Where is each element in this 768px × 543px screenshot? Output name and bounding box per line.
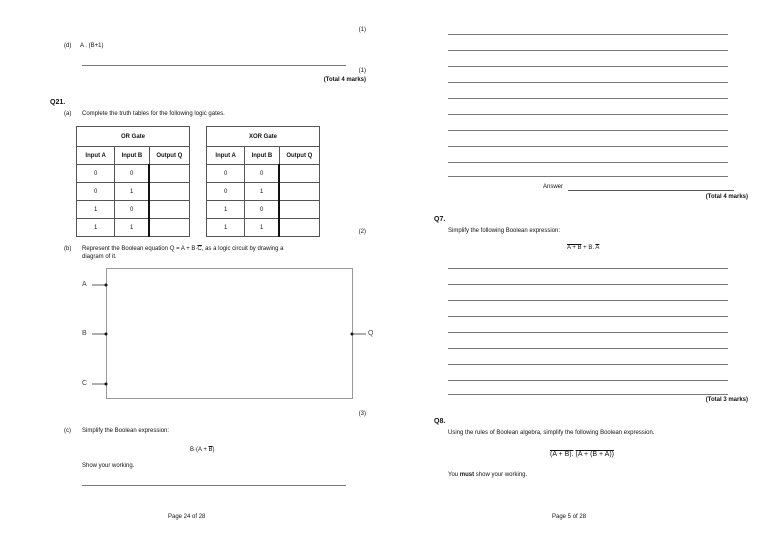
q8-show-working: [448, 472, 527, 478]
mark-d: (1): [358, 68, 366, 74]
q8-expr-2: (A + (B + A)): [575, 451, 615, 458]
q8-expr-1: (A + B).: [550, 451, 574, 458]
xor-cell: 1: [245, 183, 279, 201]
q7-label: Q7.: [434, 216, 446, 223]
answer-line-c[interactable]: [82, 485, 346, 486]
or-cell: 1: [115, 183, 149, 201]
part-d-expression: A . (B+1): [80, 43, 104, 49]
q7-total: (Total 3 marks): [705, 397, 748, 403]
q7-expression: [567, 245, 599, 251]
or-header-q: Output Q: [149, 147, 189, 165]
answer-line[interactable]: [448, 130, 728, 131]
answer-field[interactable]: [568, 190, 734, 191]
xor-cell: 0: [207, 183, 245, 201]
xor-cell: 0: [207, 165, 245, 183]
answer-line[interactable]: [448, 50, 728, 51]
xor-cell: 1: [207, 201, 245, 219]
xor-cell: 0: [245, 165, 279, 183]
xor-table-title: XOR Gate: [207, 127, 320, 147]
left-page-footer: Page 24 of 28: [168, 514, 206, 520]
part-a-label: (a): [64, 111, 72, 117]
part-b-text-2: , as a logic circuit by drawing a: [201, 246, 284, 252]
answer-line[interactable]: [448, 316, 728, 317]
q8-must-1: You: [448, 472, 460, 478]
xor-header-q: Output Q: [279, 147, 319, 165]
or-cell: 0: [77, 165, 115, 183]
part-c-text: Simplify the Boolean expression:: [82, 428, 170, 434]
part-b-label: (b): [64, 246, 72, 252]
or-cell: 0: [115, 165, 149, 183]
q7-expr-rest: + B.: [581, 245, 596, 251]
part-c-expr-b: $\overline{B}$: [208, 447, 213, 453]
xor-header-a: Input A: [207, 147, 245, 165]
or-cell: 0: [115, 201, 149, 219]
answer-line[interactable]: [448, 284, 728, 285]
or-header-b: Input B: [115, 147, 149, 165]
q7-expr-a: $\overline{A}$: [595, 245, 600, 251]
q8-expression: [550, 451, 614, 458]
part-b-text-1: Represent the Boolean equation Q = A + B·: [82, 246, 198, 252]
total-previous: (Total 4 marks): [705, 194, 748, 200]
xor-cell: 1: [207, 219, 245, 237]
answer-line[interactable]: [448, 114, 728, 115]
part-d-label: (d): [64, 43, 72, 49]
right-page-footer: Page 5 of 28: [552, 514, 587, 520]
or-cell: 1: [77, 201, 115, 219]
answer-line[interactable]: [448, 394, 728, 395]
or-header-a: Input A: [77, 147, 115, 165]
q7-expr-over: A + B: [567, 245, 582, 251]
answer-line[interactable]: [448, 268, 728, 269]
answer-line[interactable]: [448, 146, 728, 147]
part-c-show-working: Show your working.: [82, 463, 135, 469]
answer-label: Answer: [543, 184, 564, 190]
answer-line[interactable]: [448, 332, 728, 333]
part-b-text-3: diagram of it.: [82, 254, 117, 260]
answer-line[interactable]: [448, 348, 728, 349]
total-d: (Total 4 marks): [323, 77, 366, 83]
answer-line[interactable]: [448, 66, 728, 67]
part-c-expr-2: ): [212, 447, 215, 453]
answer-line[interactable]: [448, 176, 728, 177]
q21-label: Q21.: [50, 99, 66, 106]
part-c-label: (c): [64, 428, 71, 434]
part-c-expr-1: B·(A +: [190, 447, 209, 453]
circuit-input-a: A: [82, 281, 87, 288]
answer-line[interactable]: [448, 34, 728, 35]
answer-line[interactable]: [448, 380, 728, 381]
answer-line[interactable]: [448, 98, 728, 99]
circuit-input-c: C: [82, 380, 88, 387]
or-cell: 0: [77, 183, 115, 201]
q8-label: Q8.: [434, 418, 446, 425]
mark-b: (3): [358, 411, 366, 417]
part-a-text: Complete the truth tables for the following logic gates.: [82, 111, 225, 117]
answer-line[interactable]: [448, 300, 728, 301]
xor-cell: 0: [245, 201, 279, 219]
q8-must-3: show your working.: [474, 472, 528, 478]
answer-line[interactable]: [448, 162, 728, 163]
circuit-output-q: Q: [368, 330, 374, 337]
answer-line[interactable]: [448, 82, 728, 83]
part-c-expression: [190, 447, 215, 453]
q7-text: Simplify the following Boolean expression:: [448, 228, 561, 234]
xor-header-b: Input B: [245, 147, 279, 165]
q8-text: Using the rules of Boolean algebra, simplify the following Boolean expression.: [448, 430, 655, 436]
or-cell: 1: [77, 219, 115, 237]
q8-must-2: must: [459, 472, 475, 478]
or-table-title: OR Gate: [77, 127, 190, 147]
or-cell: 1: [115, 219, 149, 237]
part-b-text-c: $\overline{C}$: [197, 246, 202, 252]
answer-line[interactable]: [448, 364, 728, 365]
circuit-input-b: B: [82, 330, 87, 337]
mark-a: (2): [358, 229, 366, 235]
xor-cell: 1: [245, 219, 279, 237]
mark-top: (1): [358, 27, 366, 33]
